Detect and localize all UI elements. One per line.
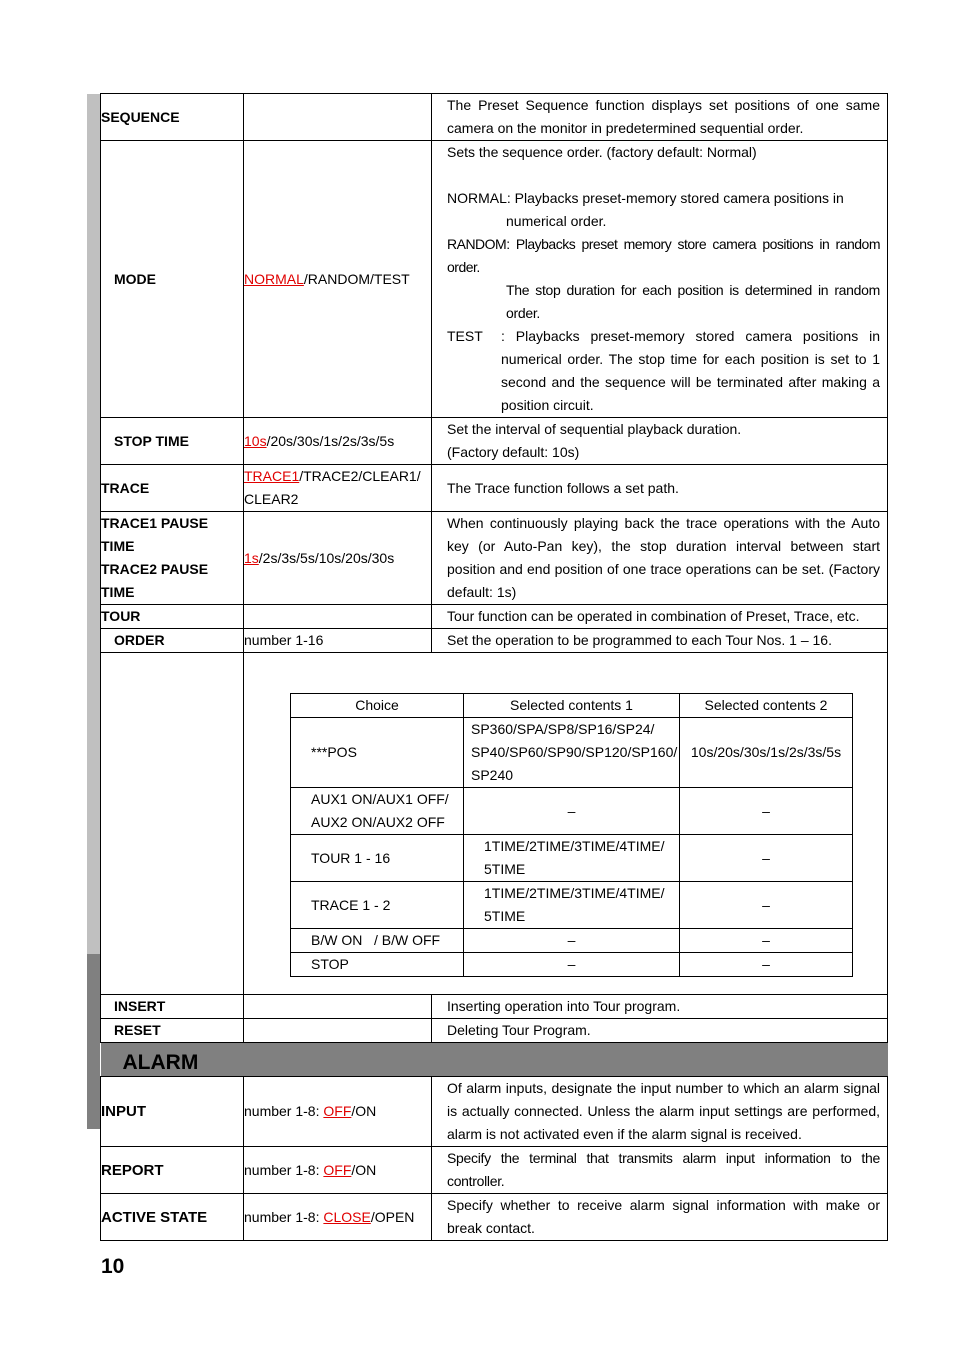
trace2-pause-label: TRACE2 PAUSE TIME xyxy=(101,558,244,605)
input-description: Of alarm inputs, designate the input number to which an alarm signal is actually connected. Unless the alarm input settings are performed, alarm is not activated even if the alarm signal is received. xyxy=(432,1077,888,1147)
choice-table-header xyxy=(291,694,853,718)
active-state-label: ACTIVE STATE xyxy=(101,1194,244,1241)
active-state-description: Specify whether to receive alarm signal information with make or break contact. xyxy=(432,1194,888,1241)
report-options: /ON xyxy=(351,1161,377,1178)
order-value: number 1-16 xyxy=(244,629,432,653)
row-input xyxy=(101,1077,888,1147)
active-state-value-prefix: number 1-8: xyxy=(244,1208,324,1225)
sidebar-bar-alarm xyxy=(87,954,100,1129)
mode-default: NORMAL xyxy=(244,270,304,287)
choice-trace-contents-1 xyxy=(464,882,680,929)
mode-options: /RANDOM/TEST xyxy=(303,270,410,287)
choice-pos: ***POS xyxy=(291,718,464,788)
choice-aux xyxy=(291,788,464,835)
choice-trace-contents-2: – xyxy=(680,882,853,929)
choice-table-spacer xyxy=(101,653,244,995)
alarm-title: ALARM xyxy=(122,1051,199,1074)
mode-desc-test xyxy=(447,325,880,417)
choice-row-stop xyxy=(291,953,853,977)
mode-desc-test-label: TEST xyxy=(447,328,483,344)
input-default: OFF xyxy=(323,1103,352,1119)
stop-time-description xyxy=(432,418,888,465)
alarm-section-header xyxy=(101,1043,888,1077)
mode-value xyxy=(244,141,432,418)
order-label: ORDER xyxy=(101,629,244,653)
row-active-state xyxy=(101,1194,888,1241)
choice-bw-contents-2: – xyxy=(680,929,853,953)
insert-value xyxy=(244,995,432,1019)
choice-tour: TOUR 1 - 16 xyxy=(291,835,464,882)
row-trace xyxy=(101,465,888,512)
report-default: OFF xyxy=(323,1161,352,1178)
choice-bw-contents-1: – xyxy=(464,929,680,953)
mode-desc-intro: Sets the sequence order. (factory default: Normal) xyxy=(447,144,757,160)
choice-stop: STOP xyxy=(291,953,464,977)
input-value xyxy=(244,1077,432,1147)
choice-aux-contents-2: – xyxy=(680,788,853,835)
row-mode xyxy=(101,141,888,418)
row-order xyxy=(101,629,888,653)
row-trace1-pause xyxy=(101,512,888,559)
row-tour xyxy=(101,605,888,629)
trace-label: TRACE xyxy=(101,465,244,512)
mode-desc-test-text: : Playbacks preset-memory stored camera positions in numerical order. The stop time for each position is set to 1 second and the sequence will be terminated after making a position circuit. xyxy=(501,328,880,413)
tour-description: Tour function can be operated in combination of Preset, Trace, etc. xyxy=(432,605,888,629)
tour-value xyxy=(244,605,432,629)
choice-row-trace xyxy=(291,882,853,929)
active-state-options: /OPEN xyxy=(370,1208,415,1225)
reset-label: RESET xyxy=(101,1019,244,1043)
row-sequence xyxy=(101,94,888,141)
choice-pos-c1-line3: SP240 xyxy=(471,767,514,783)
active-state-value xyxy=(244,1194,432,1241)
mode-desc-normal: NORMAL: Playbacks preset-memory stored camera positions in numerical order. xyxy=(447,190,844,229)
choice-aux-contents-1: – xyxy=(464,788,680,835)
mode-desc-random-2: The stop duration for each position is determined in random order. xyxy=(506,282,880,321)
trace-options-2: CLEAR2 xyxy=(244,491,299,507)
choice-pos-c1-line2: SP40/SP60/SP90/SP120/SP160/ xyxy=(471,744,678,760)
choice-table xyxy=(290,693,853,977)
input-value-prefix: number 1-8: xyxy=(244,1103,324,1119)
trace1-pause-label: TRACE1 PAUSE TIME xyxy=(101,512,244,559)
header-choice: Choice xyxy=(291,694,464,718)
active-state-default: CLOSE xyxy=(323,1208,371,1225)
choice-bw: B/W ON / B/W OFF xyxy=(291,929,464,953)
stop-time-desc-2: (Factory default: 10s) xyxy=(447,444,580,460)
mode-label: MODE xyxy=(101,141,244,418)
choice-trace-c1-line1: 1TIME/2TIME/3TIME/4TIME/ xyxy=(484,885,665,901)
choice-pos-contents-2: 10s/20s/30s/1s/2s/3s/5s xyxy=(680,718,853,788)
choice-row-bw xyxy=(291,929,853,953)
page-number: 10 xyxy=(101,1255,125,1278)
choice-row-tour xyxy=(291,835,853,882)
trace-value xyxy=(244,465,432,512)
choice-table-cell xyxy=(244,653,888,995)
stop-time-default: 10s xyxy=(244,432,267,449)
stop-time-options: /20s/30s/1s/2s/3s/5s xyxy=(266,432,395,449)
stop-time-value xyxy=(244,418,432,465)
trace-pause-default: 1s xyxy=(244,549,259,566)
row-report xyxy=(101,1147,888,1194)
row-insert xyxy=(101,995,888,1019)
insert-description: Inserting operation into Tour program. xyxy=(432,995,888,1019)
trace-pause-value xyxy=(244,512,432,605)
report-description: Specify the terminal that transmits alarm input information to the controller. xyxy=(432,1147,888,1194)
choice-row-aux xyxy=(291,788,853,835)
choice-aux-line1: AUX1 ON/AUX1 OFF/ xyxy=(311,791,449,807)
trace-options-1: /TRACE2/CLEAR1/ xyxy=(299,468,421,484)
stop-time-desc-1: Set the interval of sequential playback duration. xyxy=(447,421,742,437)
choice-trace: TRACE 1 - 2 xyxy=(291,882,464,929)
header-contents-2: Selected contents 2 xyxy=(680,694,853,718)
report-value-prefix: number 1-8: xyxy=(244,1161,324,1178)
insert-label: INSERT xyxy=(101,995,244,1019)
reset-description: Deleting Tour Program. xyxy=(432,1019,888,1043)
choice-pos-contents-1 xyxy=(464,718,680,788)
tour-label: TOUR xyxy=(101,605,244,629)
row-reset xyxy=(101,1019,888,1043)
choice-tour-c1-line2: 5TIME xyxy=(484,861,526,877)
report-label: REPORT xyxy=(101,1147,244,1194)
choice-stop-contents-2: – xyxy=(680,953,853,977)
stop-time-label: STOP TIME xyxy=(101,418,244,465)
choice-row-pos xyxy=(291,718,853,788)
mode-description xyxy=(432,141,888,418)
choice-aux-line2: AUX2 ON/AUX2 OFF xyxy=(311,814,445,830)
mode-desc-random: RANDOM: Playbacks preset memory store camera positions in random order. xyxy=(447,236,880,275)
order-description: Set the operation to be programmed to each Tour Nos. 1 – 16. xyxy=(432,629,888,653)
trace-pause-description: When continuously playing back the trace operations with the Auto key (or Auto-Pan key), the stop duration interval between start position and end position of one trace operations can be set. (Factory default: 1s) xyxy=(432,512,888,605)
choice-pos-c1-line1: SP360/SPA/SP8/SP16/SP24/ xyxy=(471,721,655,737)
input-label: INPUT xyxy=(101,1077,244,1147)
sequence-value xyxy=(244,94,432,141)
choice-tour-contents-2: – xyxy=(680,835,853,882)
report-value xyxy=(244,1147,432,1194)
trace-default: TRACE1 xyxy=(244,468,300,484)
header-contents-1: Selected contents 1 xyxy=(464,694,680,718)
input-options: /ON xyxy=(351,1103,377,1119)
reset-value xyxy=(244,1019,432,1043)
row-choice-table xyxy=(101,653,888,995)
alarm-band xyxy=(101,1043,888,1077)
choice-tour-contents-1 xyxy=(464,835,680,882)
sequence-label: SEQUENCE xyxy=(101,94,244,141)
choice-tour-c1-line1: 1TIME/2TIME/3TIME/4TIME/ xyxy=(484,838,665,854)
trace-pause-options: /2s/3s/5s/10s/20s/30s xyxy=(258,549,395,566)
sequence-description: The Preset Sequence function displays set positions of one same camera on the monitor in predetermined sequential order. xyxy=(432,94,888,141)
settings-table xyxy=(100,93,888,1241)
choice-trace-c1-line2: 5TIME xyxy=(484,908,526,924)
row-stop-time xyxy=(101,418,888,465)
trace-description: The Trace function follows a set path. xyxy=(432,465,888,512)
choice-stop-contents-1: – xyxy=(464,953,680,977)
